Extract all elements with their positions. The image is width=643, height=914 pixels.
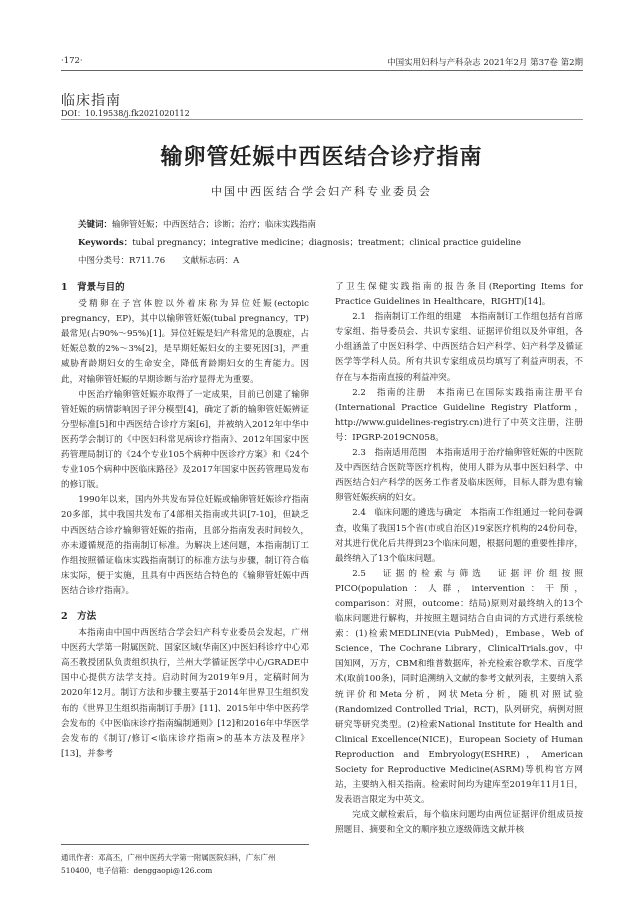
left-column (61, 280, 309, 762)
paragraph: 受精卵在子宫体腔以外着床称为异位妊娠(ectopic pregnancy，EP)，其中以输卵管妊娠(tubal pregnancy，TP)最常见(占90%～95%)[1]。异位妊娠是妇产科常见的急腹症，占妊娠总数的2%～3%[2]，是早期妊娠妇女的主要死因[3]，严重威胁育龄期妇女的生命安全，降低育龄期妇女的生育能力。因此，对输卵管妊娠的早期诊断与治疗显得尤为重要。 (61, 299, 309, 385)
clc-number: 中图分类号：R711.76 (78, 256, 166, 266)
paragraph: 2.4 临床问题的遴选与确定 本指南工作组通过一轮问卷调查，收集了我国15个省(市或自治区)19家医疗机构的24份问卷，对其进行优化后共得到23个临床问题，根据问题的重要性排序，最终纳入了13个临床问题。 (335, 508, 583, 564)
header-rule (61, 70, 583, 71)
heading-methods: 2 方法 (61, 610, 97, 622)
doi: DOI：10.19538/j.fk2021020112 (61, 109, 190, 118)
paragraph: 中医治疗输卵管妊娠亦取得了一定成果，目前已创建了输卵管妊娠的病情影响因子评分模型[4]，确定了新的输卵管妊娠辨证分型标准[5]和中西医结合诊疗方案[6]，并被纳入2012年中华中医药学会制订的《中医妇科常见病诊疗指南》、2012年国家中医药管理局制订的《24个专业105个病种中医诊疗方案》和《24个专业105个病种中医临床路径》及2017年国家中医药管理局发布的修订版。 (61, 389, 309, 491)
keywords-cn (78, 218, 316, 230)
paragraph: 2.2 指南的注册 本指南已在国际实践指南注册平台(International Practice Guideline Registry Platform，http://www.guidelines-registry.cn)进行了中英文注册，注册号：IPGRP-2019CN058。 (335, 387, 583, 443)
keywords-cn-text: 输卵管妊娠；中西医结合；诊断；治疗；临床实践指南 (112, 220, 317, 230)
keywords-cn-label: 关键词： (78, 220, 113, 230)
keywords-en-text: tubal pregnancy；integrative medicine；diagnosis；treatment；clinical practice guideline (132, 238, 522, 248)
keywords-en (78, 236, 521, 248)
footnote-rule (61, 844, 309, 845)
page-number: ·172· (61, 56, 83, 66)
footnote-corresponding-author: 通讯作者：邓高丕，广州中医药大学第一附属医院妇科，广东广州 510400，电子信箱：denggaopi@126.com (61, 853, 276, 875)
paragraph: 本指南由中国中西医结合学会妇产科专业委员会发起，广州中医药大学第一附属医院、国家区域(华南区)中医妇科诊疗中心邓高丕教授团队负责组织执行，兰州大学循证医学中心/GRADE中国中心提供方法学支持。启动时间为2019年9月，定稿时间为2020年12月。制订方法和步骤主要基于2014年世界卫生组织发布的《世界卫生组织指南制订手册》[11]、2015年中华中医药学会发布的《中医临床诊疗指南编制通则》[12]和2016年中华医学会发布的《制订/修订<临床诊疗指南>的基本方法及程序》[13]，并参考 (61, 628, 309, 759)
paragraph: 2.5 证据的检索与筛选 证据评价组按照PICO(population：人群，intervention：干预，comparison：对照，outcome：结局)原则对最终纳入的13个临床问题进行解构，并按照主题词结合自由词的方式进行系统检索：(1)检索MEDLINE(via PubMed)，Embase，Web of Science，The Cochrane Library，ClinicalTrials.gov，中国知网，万方，CBM和维普数据库，补充检索谷歌学术、百度学术(取前100条)，同时追溯纳入文献的参考文献列表，主要纳入系统评价和Meta分析，网状Meta分析，随机对照试验(Randomized Controlled Trial，RCT)，队列研究，病例对照研究等研究类型。(2)检索National Institute for Health and Clinical Excellence(NICE)，European Society of Human Reproduction and Embryology(ESHRE)，American Society for Reproductive Medicine(ASRM)等机构官方网站，主要纳入相关指南。检索时间均为建库至2019年11月1日，发表语言限定为中英文。 (335, 568, 583, 806)
paragraph: 了卫生保健实践指南的报告条目(Reporting Items for Practice Guidelines in Healthcare，RIGHT)[14]。 (335, 282, 583, 308)
classification (78, 254, 239, 266)
paragraph: 2.3 指南适用范围 本指南适用于治疗输卵管妊娠的中医院及中西医结合医院等医疗机构，使用人群为从事中医妇科学、中西医结合妇产科学的医务工作者及临床医师，目标人群为患有输卵管妊娠疾病的妇女。 (335, 448, 583, 504)
paragraph: 2.1 指南制订工作组的组建 本指南制订工作组包括有首席专家组、指导委员会、共识专家组、证据评价组以及外审组，各小组涵盖了中医妇科学、中西医结合妇产科学、妇产科学及循证医学等学科人员。所有共识专家组成员均填写了利益声明表，不存在与本指南直接的利益冲突。 (335, 312, 583, 383)
heading-background: 1 背景与目的 (61, 282, 125, 293)
author-line: 中国中西医结合学会妇产科专业委员会 (211, 185, 432, 198)
running-header (61, 56, 583, 70)
doc-code: 文献标志码：A (182, 256, 240, 266)
journal-info: 中国实用妇科与产科杂志 2021年2月 第37卷 第2期 (387, 58, 583, 68)
doi-rule (61, 119, 583, 120)
article-title: 输卵管妊娠中西医结合诊疗指南 (160, 144, 483, 170)
paragraph: 1990年以来，国内外共发布异位妊娠或输卵管妊娠诊疗指南20多部，其中我国共发布了4部相关指南或共识[7-10]，但缺乏中西医结合诊疗输卵管妊娠的指南，且部分指南发表时间较久，亦未遵循规范的指南制订标准。为解决上述问题，本指南制订工作组按照循证临床实践指南制订的标准方法与步骤，制订符合临床实际，便于实施，且具有中西医结合特色的《输卵管妊娠中西医结合诊疗指南》。 (61, 495, 309, 596)
keywords-en-label: Keywords： (78, 238, 133, 248)
section-label: 临床指南 (61, 93, 121, 109)
paragraph: 完成文献检索后，每个临床问题均由两位证据评价组成员按照题目、摘要和全文的顺序独立逐级筛选文献并核 (335, 810, 583, 836)
right-column (335, 280, 583, 838)
